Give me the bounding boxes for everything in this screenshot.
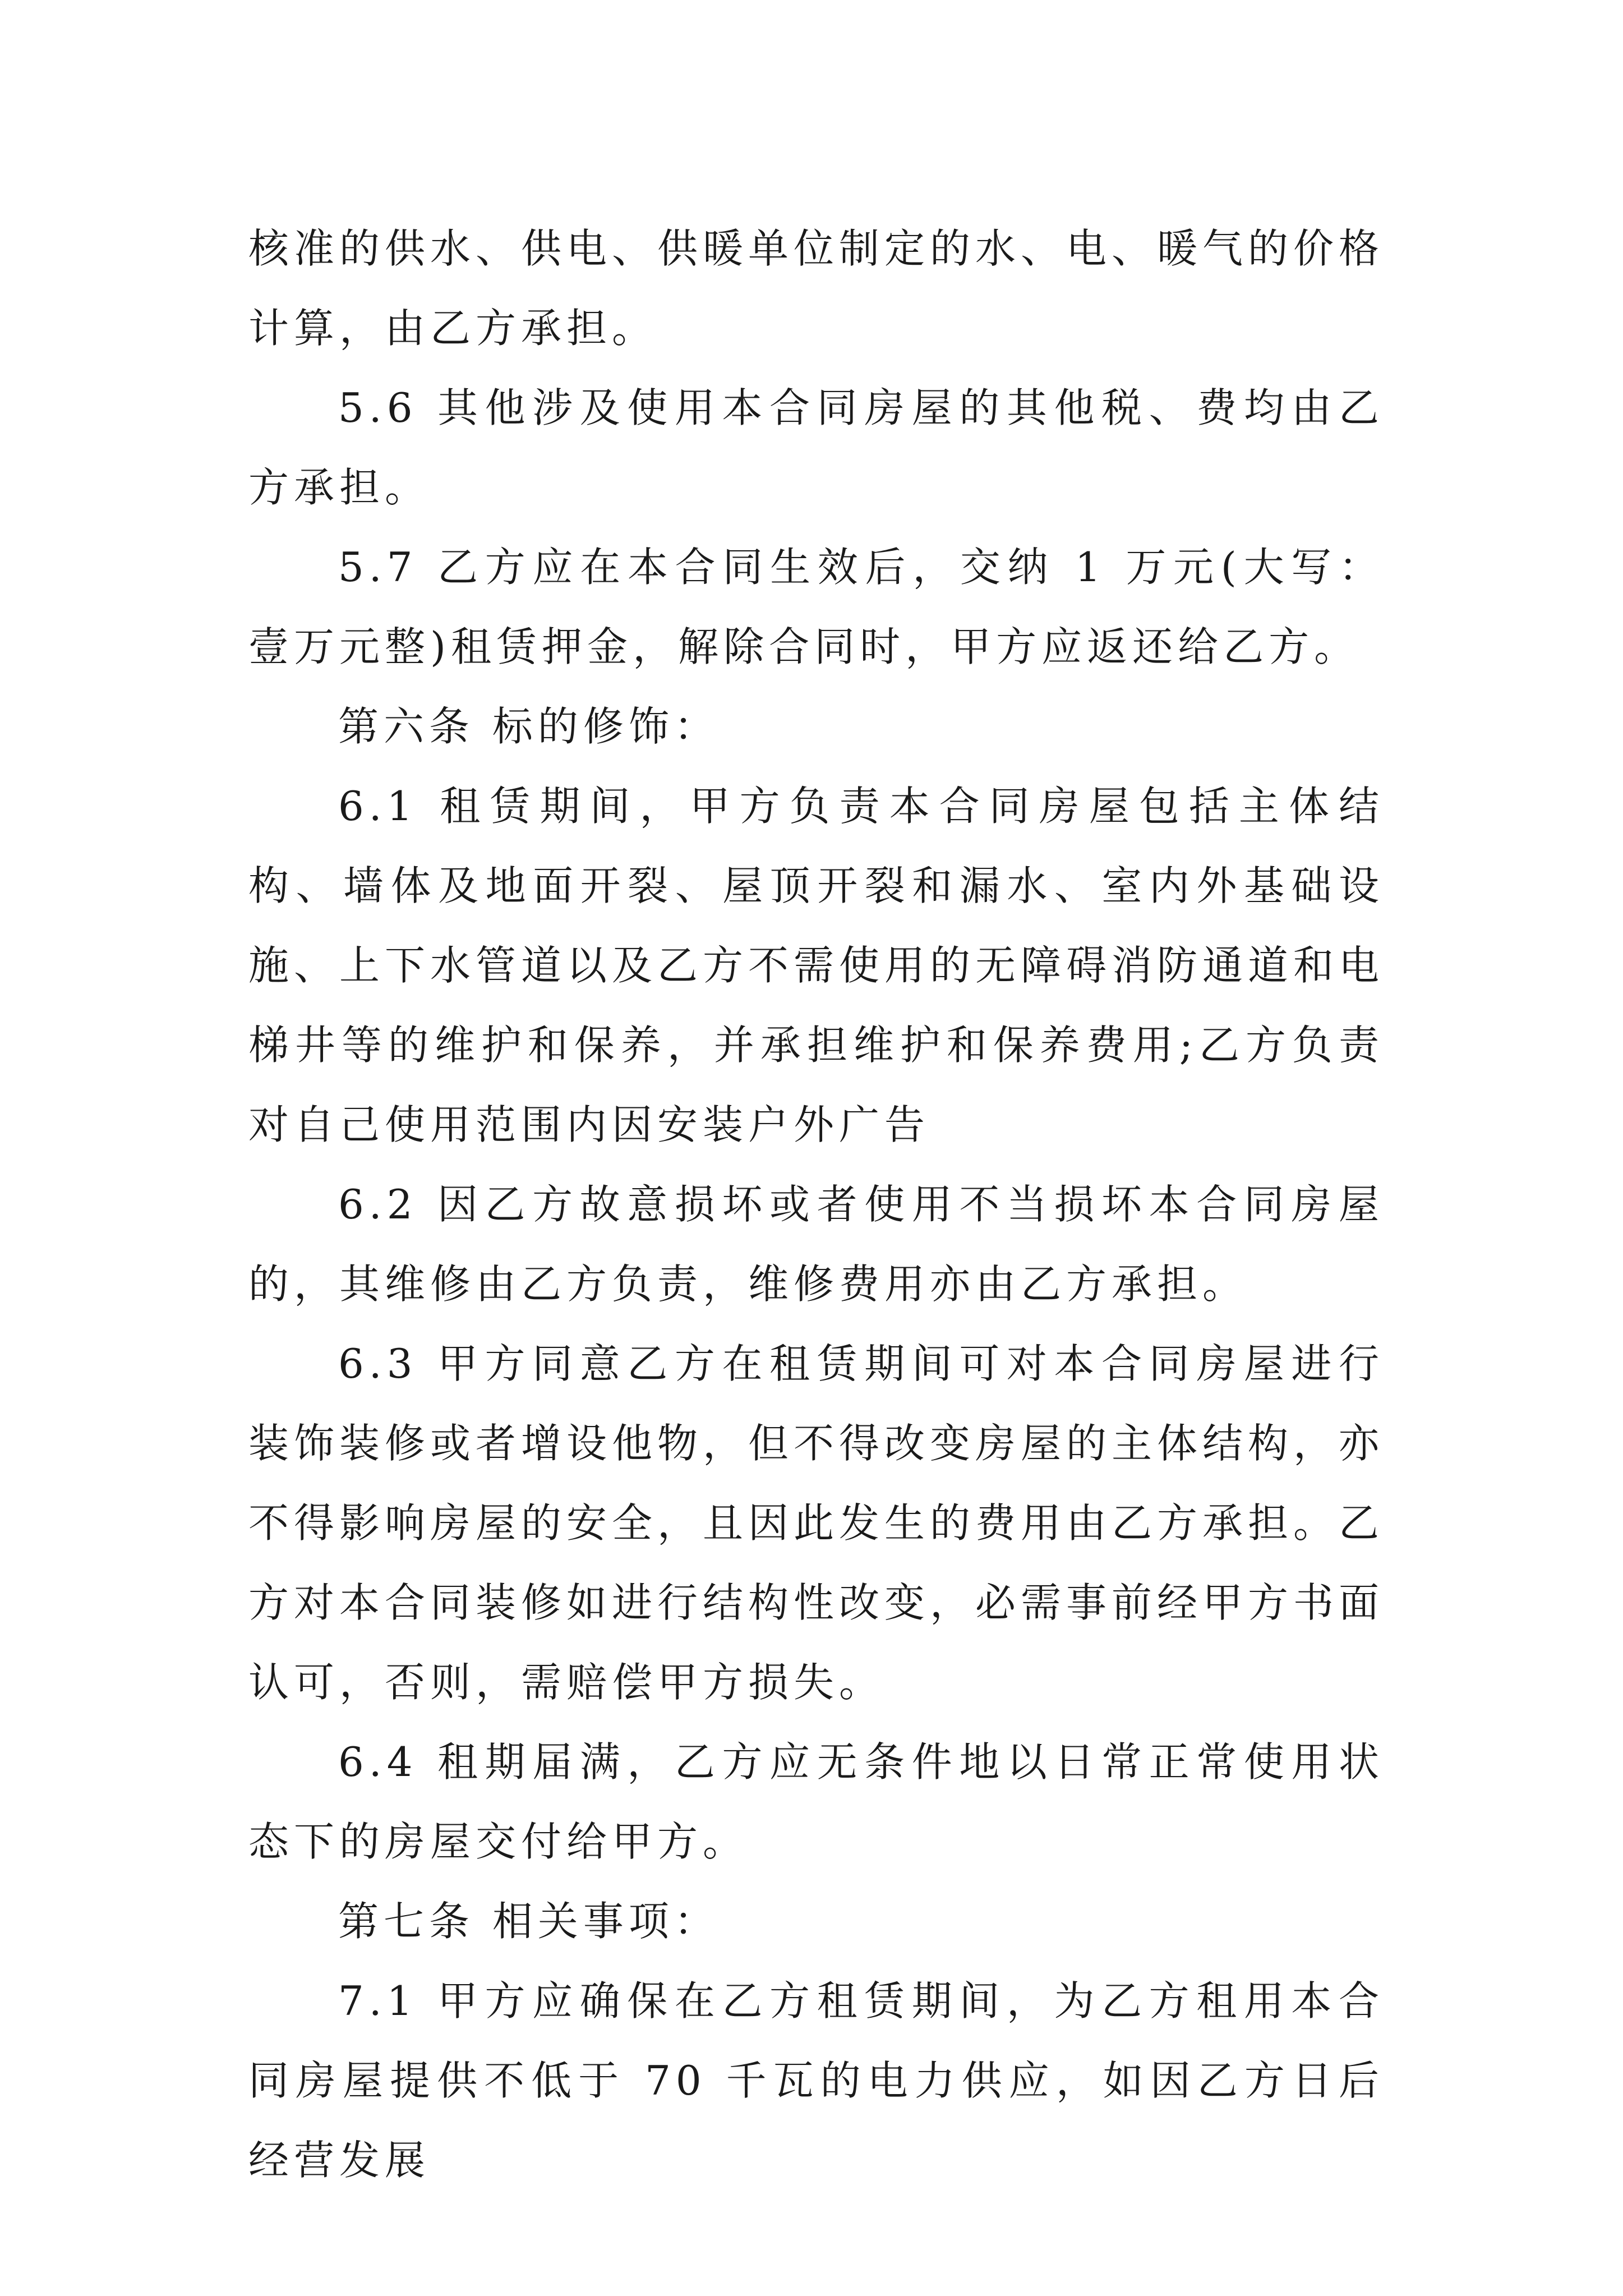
paragraph-5-7: 5.7 乙方应在本合同生效后，交纳 1 万元(大写：壹万元整)租赁押金，解除合同时，甲方应返还给乙方。 bbox=[248, 544, 1384, 670]
article-6-heading: 第六条 标的修饰： bbox=[338, 703, 720, 750]
paragraph-6-4: 6.4 租期届满，乙方应无条件地以日常正常使用状态下的房屋交付给甲方。 bbox=[248, 1738, 1384, 1865]
paragraph-6-1: 6.1 租赁期间，甲方负责本合同房屋包括主体结构、墙体及地面开裂、屋顶开裂和漏水、室内外基础设施、上下水管道以及乙方不需使用的无障碍消防通道和电梯井等的维护和保养，并承担维护和保养费用;乙方负责对自己使用范围内因安装户外广告 bbox=[248, 783, 1385, 1148]
paragraph-6-3: 6.3 甲方同意乙方在租赁期间可对本合同房屋进行装饰装修或者增设他物，但不得改变房屋的主体结构，亦不得影响房屋的安全，且因此发生的费用由乙方承担。乙方对本合同装修如进行结构性改变，必需事前经甲方书面认可，否则，需赔偿甲方损失。 bbox=[248, 1340, 1385, 1706]
article-7-heading: 第七条 相关事项： bbox=[338, 1898, 720, 1945]
document-body bbox=[248, 209, 1384, 2200]
paragraph-continuation-5-5: 核准的供水、供电、供暖单位制定的水、电、暖气的价格计算，由乙方承担。 bbox=[248, 225, 1385, 352]
paragraph-7-1: 7.1 甲方应确保在乙方租赁期间，为乙方租用本合同房屋提供不低于 70 千瓦的电力供应，如因乙方日后经营发展 bbox=[248, 1977, 1384, 2184]
paragraph-5-6: 5.6 其他涉及使用本合同房屋的其他税、费均由乙方承担。 bbox=[248, 384, 1384, 511]
paragraph-6-2: 6.2 因乙方故意损坏或者使用不当损坏本合同房屋的，其维修由乙方负责，维修费用亦由乙方承担。 bbox=[248, 1181, 1384, 1308]
